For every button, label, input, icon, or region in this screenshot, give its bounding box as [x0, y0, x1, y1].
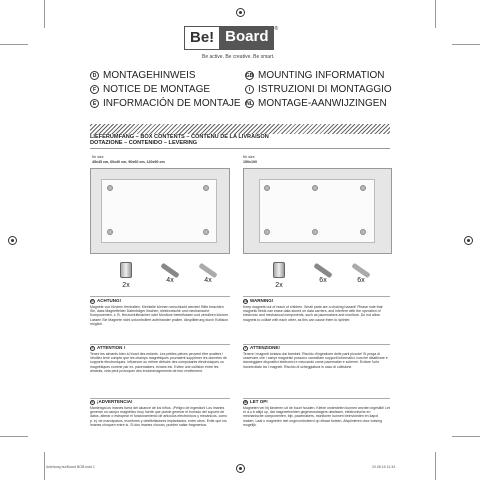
sizes-value: 150x100 [243, 160, 257, 164]
lang-code-badge: F [90, 85, 99, 94]
part-anchor [351, 262, 371, 284]
title-fr [90, 84, 210, 95]
lang-code-badge: E [91, 400, 94, 405]
title-text: MONTAGEHINWEIS [103, 70, 196, 81]
crop-mark [452, 44, 480, 45]
title-text: MONTAGE-AANWIJZINGEN [258, 98, 387, 109]
wall-anchor-icon [351, 263, 370, 279]
magnet-icon [273, 262, 285, 278]
lang-code-badge: GB [243, 299, 248, 304]
title-es [90, 98, 241, 109]
title-text: MOUNTING INFORMATION [258, 70, 385, 81]
lang-code-badge: D [91, 299, 94, 304]
mount-point-icon [107, 229, 113, 235]
crop-mark [44, 0, 45, 28]
warning-title [90, 400, 230, 405]
logo-board: Board [220, 26, 273, 50]
title-gb [245, 70, 384, 81]
crop-mark [435, 0, 436, 28]
warning-text: Mantenga los imanes fuera del alcance de los niños. ¡Peligro de ingestion! Los imanes generan un campo magnético muy fuerte que puede generar el borrado del soporte de datos, alterar o estropear el funcionamiento de artículos electrónicos y mecánicos, como p. ej. de marcapasos, monitores y desfibriladores implantados, entre otros. Evite que los imanes choquen entre sí. Si dos imanes chocan, pueden saltar fragmentos. [90, 406, 228, 427]
lang-code-badge: GB [245, 72, 254, 79]
registration-mark-icon [236, 8, 245, 17]
lang-code-badge: D [90, 71, 99, 80]
crop-mark [0, 436, 28, 437]
crop-mark [435, 452, 436, 480]
registration-mark-icon [8, 236, 17, 245]
print-slug-filename: Anleitung burBoard BOB.indd 1 [46, 465, 95, 469]
part-qty: 4x [204, 277, 212, 284]
left-sizes [92, 155, 165, 165]
registration-mark-icon [464, 236, 473, 245]
registration-mark-icon [236, 464, 245, 473]
mount-point-icon [107, 185, 113, 191]
title-nl [245, 98, 387, 109]
title-text: INFORMACIÓN DE MONTAJE [103, 98, 241, 109]
mount-point-icon [203, 185, 209, 191]
screw-icon [313, 263, 332, 279]
board-illustration-right [243, 168, 392, 254]
warning-text: Magneten ver bij kinderen uit de buurt houden. Kleine onderdelen kunnen worden ingeslikt! Let er a.u.b.altijd op, dat magneetvelden gegevensdragers uitwissen, elektronische en mechanische componenten, bijv. pacemakers, monitoren kunnen beïnvloeden en kapot maken. Laat u magneten niet ongecontroleerd op elkaar botsen. Afsplinteren door botsing mogelijk. [243, 406, 390, 427]
warning-heading: ATTENZIONE! [250, 345, 280, 351]
crop-mark [44, 452, 45, 480]
lang-code-badge: E [90, 99, 99, 108]
mount-point-icon [360, 185, 366, 191]
logo-be: Be! [184, 26, 220, 50]
parts-left [90, 262, 230, 294]
part-qty: 6x [319, 277, 327, 284]
warning-es [90, 400, 230, 427]
warning-heading: WARNING! [250, 298, 274, 304]
warning-title [243, 400, 390, 405]
screw-icon [160, 263, 179, 279]
part-magnet [120, 262, 132, 289]
mount-point-icon [203, 229, 209, 235]
warning-heading: ACHTUNG! [97, 298, 121, 304]
hatched-divider [90, 124, 390, 134]
magnet-icon [120, 262, 132, 278]
crop-mark [452, 436, 480, 437]
box-contents-header [90, 134, 390, 149]
board-surface [101, 179, 217, 243]
title-it [245, 84, 392, 95]
title-de [90, 70, 196, 81]
box-contents-line1: LIEFERUMFANG – BOX CONTENTS – CONTENU DE LA LIVRAISON [90, 134, 269, 140]
sizes-label: für size [92, 155, 104, 159]
part-qty: 2x [122, 282, 130, 289]
part-anchor [198, 262, 218, 284]
warning-fr [90, 346, 230, 373]
warning-text: Tenez les aimants bien à l'écart des enfants. Les petites pièces peuvent être avalées ! Veuillez tenir compte que les champs magnétiques pourraient supprimer les données de supports électroniques, influencer ou même détruire des composants électroniques ou magnétiques comme par ex. pacemakers, écrans etc. Evitez une collision entre les aimants, cela peut provoquer des endommagements de leur revêtement. [90, 352, 227, 373]
warning-title [243, 299, 390, 304]
part-screw [160, 262, 180, 284]
board-illustration-left [90, 168, 230, 254]
warning-de [90, 299, 230, 326]
warning-text: Keep magnets out of reach of children. Small parts are a choking hazard! Please note that magnetic fields can erase data stored on data carriers, and interfere with the operation of electronic and mechanical components, such as pacemakers and monitors. Do not allow magnets to collide with each other, as this can cause them to splinter. [243, 305, 383, 322]
mount-point-icon [312, 185, 318, 191]
warning-title [90, 299, 230, 304]
mount-point-icon [360, 229, 366, 235]
lang-code-badge: I [243, 346, 248, 351]
print-slug-timestamp: 20.08.15 11:34 [372, 465, 396, 469]
logo-registered-mark: ® [274, 26, 279, 32]
warning-text: Tenere i magneti lontano dai bambini. Rischio d'ingestione delle parti piccole! Si prega di osservare che i campi magnetici possono cancellare supporti informatici, nonché disattivare e danneggiare dispositivi elettronici e meccanici come pacemaker e schermi. Evitare l'urto incontrollato tra i magneti. Rischio di scheggiatura in caso di collisione. [243, 352, 388, 369]
title-text: ISTRUZIONI DI MONTAGGIO [258, 84, 392, 95]
part-screw [313, 262, 333, 284]
part-qty: 6x [357, 277, 365, 284]
mount-point-icon [264, 229, 270, 235]
warning-it [243, 346, 390, 369]
part-qty: 2x [275, 282, 283, 289]
sizes-label: für size [243, 155, 255, 159]
lang-code-badge: F [91, 346, 94, 351]
part-qty: 4x [166, 277, 174, 284]
warning-nl [243, 400, 390, 427]
parts-right [243, 262, 390, 294]
right-sizes [243, 155, 257, 165]
lang-code-badge: NL [246, 100, 253, 107]
warning-heading: ATTENTION ! [97, 345, 126, 351]
warning-title [243, 346, 390, 351]
warning-text: Magnete von Kindern fernhalten. Kleinteile können verschluckt werden! Bitte beachten Sie, dass Magnetfelder Datenträger löschen, elektronische und mechanische Komponenten, z. B. Herzschrittmacher oder Monitore beeinflussen und zerstören können. Lassen Sie Magnete nicht unkontrolliert aufeinander prallen. Absplitterung durch Kollision möglich. [90, 305, 230, 326]
lang-code-badge: NL [243, 400, 248, 405]
divider [90, 296, 230, 297]
part-magnet [273, 262, 285, 289]
logo-tagline: Be active. Be creative. Be smart. [202, 54, 275, 60]
wall-anchor-icon [198, 263, 217, 279]
warning-gb [243, 299, 390, 322]
sizes-value: 45x45 cm, 60x40 cm, 90x60 cm, 120x90 cm [92, 160, 165, 164]
mount-point-icon [312, 229, 318, 235]
crop-mark [0, 44, 28, 45]
lang-code-badge: I [245, 85, 254, 94]
title-text: NOTICE DE MONTAGE [103, 84, 211, 95]
box-contents-line2: DOTAZIONE – CONTENIDO – LEVERING [90, 140, 198, 146]
warning-heading: LET OP! [250, 399, 268, 405]
mount-point-icon [264, 185, 270, 191]
divider [243, 296, 390, 297]
warning-heading: ¡ADVERTENCIA! [97, 399, 133, 405]
warning-title [90, 346, 230, 351]
brand-logo [184, 26, 278, 50]
